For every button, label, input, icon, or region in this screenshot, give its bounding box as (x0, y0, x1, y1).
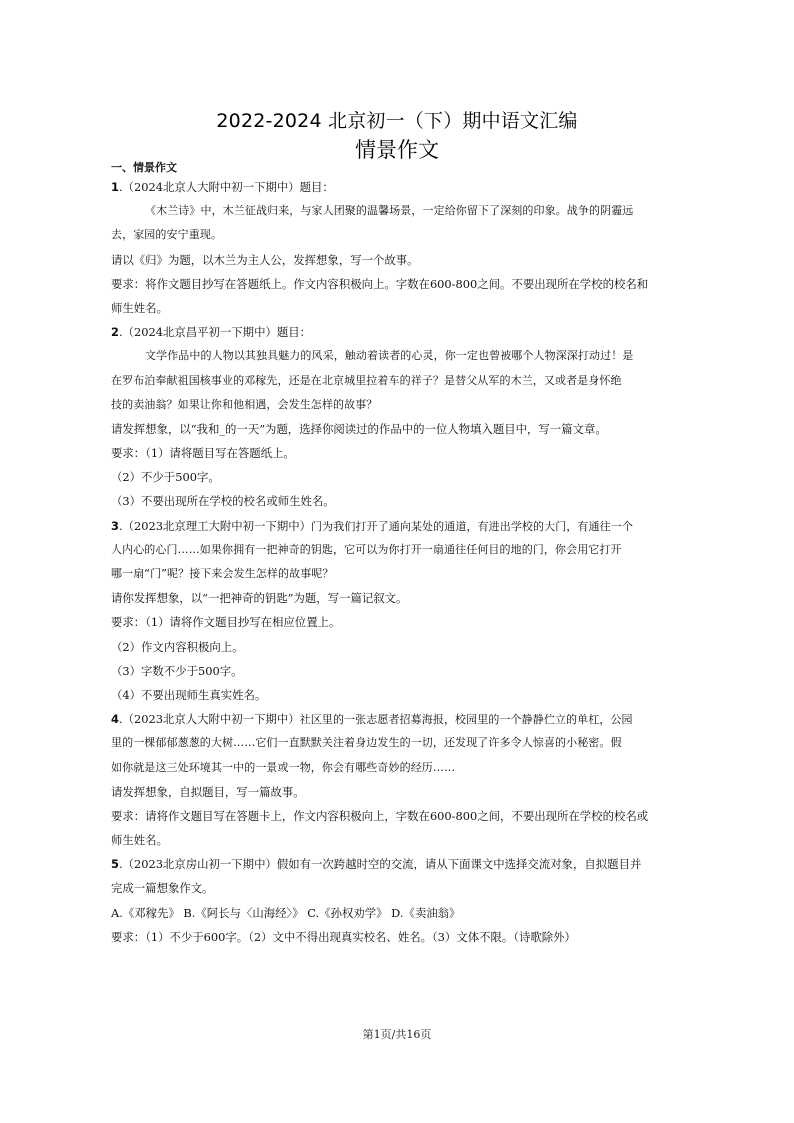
requirement-line: 要求：请将作文题目写在答题卡上，作文内容积极向上，字数在600-800之间，不要出现所在学校的校名或 (111, 808, 649, 823)
prompt-line: 去，家园的安宁重现。 (111, 228, 222, 242)
instruction-line: 完成一篇想象作文。 (111, 881, 214, 896)
requirement-line: （3）不要出现所在学校的校名或师生姓名。 (111, 494, 335, 509)
prompt-line: 哪一扇“门”呢？接下来会发生怎样的故事呢？ (111, 567, 334, 580)
question-5 (111, 852, 691, 949)
document-subtitle: 情景作文 (355, 138, 439, 162)
question-source: .（2024北京人大附中初一下期中）题目： (118, 180, 334, 194)
prompt-line: 人内心的心门……如果你拥有一把神奇的钥匙，它可以为你打开一扇通往任何目的地的门，你会用它打开 (111, 542, 622, 556)
instruction-line: 请发挥想象，自拟题目，写一篇故事。 (111, 784, 305, 799)
requirement-line: （3）字数不少于500字。 (111, 663, 243, 678)
prompt-line: 如你就是这三处环境其一中的一景或一物，你会有哪些奇妙的经历…… (111, 760, 456, 774)
question-3 (111, 514, 691, 708)
requirement-line: 师生姓名。 (111, 300, 168, 315)
requirement-line: 要求：将作文题目抄写在答题纸上。作文内容积极向上。字数在600-800之间。不要出现所在学校的校名和 (111, 276, 649, 291)
question-source: .（2023北京人大附中初一下期中） (118, 712, 300, 727)
question-header (111, 707, 691, 731)
question-source: .（2023北京房山初一下期中）假如有一次跨越时空的交流，请从下面课文中选择交流对象，自拟题目并 (118, 857, 642, 872)
question-number: 5 (111, 857, 119, 872)
page-footer: 第1页/共16页 (362, 1028, 432, 1041)
instruction-line: 请以《归》为题，以木兰为主人公，发挥想象，写一个故事。 (111, 252, 419, 267)
requirement-line: 师生姓名。 (111, 833, 168, 848)
document-body (111, 161, 691, 949)
question-number: 4 (111, 712, 119, 727)
document-title: 2022-2024 北京初一（下）期中语文汇编 (216, 110, 578, 132)
question-header (111, 320, 691, 344)
requirement-line: （2）作文内容积极向上。 (111, 639, 244, 654)
requirement-line: 要求：（1）请将作文题目抄写在相应位置上。 (111, 615, 341, 630)
question-source: .（2024北京昌平初一下期中）题目： (118, 325, 312, 340)
prompt-line: 技的卖油翁？如果让你和他相遇，会发生怎样的故事？ (111, 397, 378, 411)
question-number: 3 (111, 518, 119, 533)
requirement-line: 要求：（1）请将题目写在答题纸上。 (111, 446, 295, 461)
prompt-line: 《木兰诗》中，木兰征战归来，与家人团聚的温馨场景，一定给你留下了深刻的印象。战争的阴霾远 (145, 204, 634, 218)
question-number: 2 (111, 325, 119, 340)
question-1 (111, 175, 691, 320)
prompt-line: 门为我们打开了通向某处的通道，有进出学校的大门，有通往一个 (311, 519, 633, 533)
question-source: .（2023北京理工大附中初一下期中） (118, 518, 312, 533)
requirement-line: （4）不要出现师生真实姓名。 (111, 687, 267, 702)
options-line: A.《邓稼先》 B.《阿长与〈山海经〉》 C.《孙权劝学》 D.《卖油翁》 (111, 905, 461, 920)
instruction-line: 请你发挥想象，以“一把神奇的钥匙”为题，写一篇记叙文。 (111, 591, 408, 606)
requirement-line: （2）不少于500字。 (111, 470, 220, 485)
prompt-line: 里的一棵郁郁葱葱的大树……它们一直默默关注着身边发生的一切，还发现了许多令人惊喜的小秘密。假 (111, 736, 622, 750)
requirement-line: 要求：（1）不少于600字。（2）文中不得出现真实校名、姓名。（3）文体不限。（诗歌除外） (111, 929, 576, 944)
question-number: 1 (111, 180, 119, 194)
question-header (111, 175, 691, 199)
question-4 (111, 707, 691, 852)
prompt-line: 文学作品中的人物以其独具魅力的风采，触动着读者的心灵，你一定也曾被哪个人物深深打动过！是 (145, 349, 634, 363)
question-header (111, 852, 691, 876)
instruction-line: 请发挥想象，以“我和_的一天”为题，选择你阅读过的作品中的一位人物填入题目中，写一篇文章。 (111, 421, 607, 436)
question-header (111, 514, 691, 538)
prompt-line: 在罗布泊奉献祖国核事业的邓稼先，还是在北京城里拉着车的祥子？是替父从军的木兰，又或者是身怀绝 (111, 373, 622, 387)
section-heading: 一、情景作文 (111, 161, 177, 174)
prompt-line: 社区里的一张志愿者招募海报，校园里的一个静静伫立的单杠，公园 (299, 713, 633, 727)
question-2 (111, 320, 691, 514)
